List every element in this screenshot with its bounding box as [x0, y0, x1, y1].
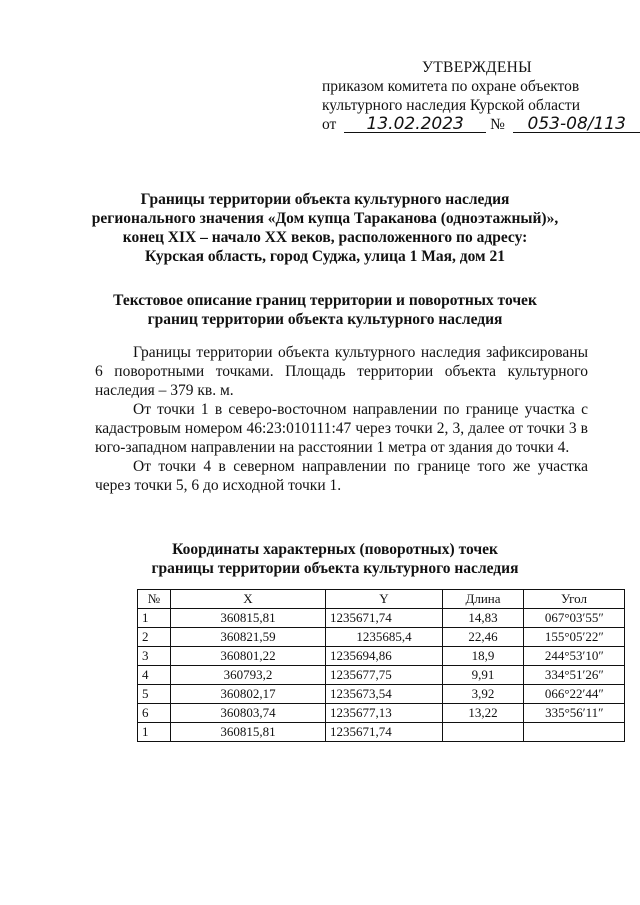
- section-title-line-1: Текстовое описание границ территории и поворотных точек: [113, 292, 537, 309]
- cell-x: 360821,59: [171, 628, 326, 647]
- header-angle: Угол: [524, 590, 625, 609]
- cell-num: 3: [138, 647, 171, 666]
- cell-angle: [524, 723, 625, 742]
- section-title: [90, 291, 560, 329]
- approval-date-line: [322, 114, 626, 134]
- coordinates-table: [137, 589, 625, 742]
- cell-x: 360815,81: [171, 723, 326, 742]
- cell-length: [443, 723, 524, 742]
- cell-angle: 334°51ʹ26ʺ: [524, 666, 625, 685]
- cell-x: 360801,22: [171, 647, 326, 666]
- table-row: [138, 609, 625, 628]
- header-num: №: [138, 590, 171, 609]
- title-line-4: Курская область, город Суджа, улица 1 Мая, дом 21: [145, 248, 505, 265]
- table-title-line-1: Координаты характерных (поворотных) точек: [172, 541, 498, 558]
- paragraph-1: Границы территории объекта культурного наследия зафиксированы 6 поворотными точками. Площадь территории объекта культурного наследия – 379 кв. м.: [95, 344, 588, 399]
- table-row: [138, 723, 625, 742]
- handwritten-number: 053-08/113: [513, 117, 640, 133]
- number-label: №: [490, 116, 505, 133]
- cell-length: 9,91: [443, 666, 524, 685]
- cell-y: 1235671,74: [326, 723, 443, 742]
- description-text: [95, 343, 588, 495]
- table-row: [138, 666, 625, 685]
- cell-y: 1235677,13: [326, 704, 443, 723]
- handwritten-date: 13.02.2023: [344, 117, 486, 133]
- cell-num: 1: [138, 609, 171, 628]
- header-y: Y: [326, 590, 443, 609]
- cell-angle: 067°03ʹ55ʺ: [524, 609, 625, 628]
- title-line-3: конец XIX – начало XX веков, расположенного по адресу:: [122, 229, 528, 246]
- cell-length: 13,22: [443, 704, 524, 723]
- cell-y: 1235694,86: [326, 647, 443, 666]
- cell-angle: 066°22ʹ44ʺ: [524, 685, 625, 704]
- cell-angle: 155°05ʹ22ʺ: [524, 628, 625, 647]
- section-title-line-2: границ территории объекта культурного наследия: [147, 311, 503, 328]
- cell-angle: 244°53ʹ10ʺ: [524, 647, 625, 666]
- cell-x: 360803,74: [171, 704, 326, 723]
- table-title: [110, 540, 560, 578]
- title-line-1: Границы территории объекта культурного наследия: [140, 191, 510, 208]
- cell-length: 14,83: [443, 609, 524, 628]
- table-row: [138, 685, 625, 704]
- approval-block: [322, 58, 626, 134]
- header-length: Длина: [443, 590, 524, 609]
- cell-length: 3,92: [443, 685, 524, 704]
- title-line-2: регионального значения «Дом купца Тараканова (одноэтажный)»,: [91, 210, 559, 227]
- from-label: от: [322, 116, 337, 133]
- header-x: X: [171, 590, 326, 609]
- table-row: [138, 628, 625, 647]
- cell-x: 360815,81: [171, 609, 326, 628]
- cell-num: 6: [138, 704, 171, 723]
- cell-num: 2: [138, 628, 171, 647]
- approval-line-1: приказом комитета по охране объектов: [322, 78, 580, 95]
- cell-length: 18,9: [443, 647, 524, 666]
- cell-y: 1235685,4: [326, 628, 443, 647]
- cell-angle: 335°56ʹ11ʺ: [524, 704, 625, 723]
- cell-y: 1235677,75: [326, 666, 443, 685]
- table-row: [138, 647, 625, 666]
- table-header-row: [138, 590, 625, 609]
- cell-x: 360802,17: [171, 685, 326, 704]
- cell-x: 360793,2: [171, 666, 326, 685]
- document-title: [90, 190, 560, 266]
- cell-num: 4: [138, 666, 171, 685]
- cell-num: 1: [138, 723, 171, 742]
- cell-num: 5: [138, 685, 171, 704]
- cell-y: 1235671,74: [326, 609, 443, 628]
- approval-title: УТВЕРЖДЕНЫ: [422, 59, 532, 76]
- paragraph-3: От точки 4 в северном направлении по границе того же участка через точки 5, 6 до исходной точки 1.: [95, 458, 588, 494]
- cell-y: 1235673,54: [326, 685, 443, 704]
- table-title-line-2: границы территории объекта культурного наследия: [151, 560, 519, 577]
- approval-line-2: культурного наследия Курской области: [322, 97, 580, 114]
- cell-length: 22,46: [443, 628, 524, 647]
- paragraph-2: От точки 1 в северо-восточном направлении по границе участка с кадастровым номером 46:23:010111:47 через точки 2, 3, далее от точки 3 в юго-западном направлении на расстоянии 1 метра от здания до точки 4.: [95, 401, 588, 456]
- table-row: [138, 704, 625, 723]
